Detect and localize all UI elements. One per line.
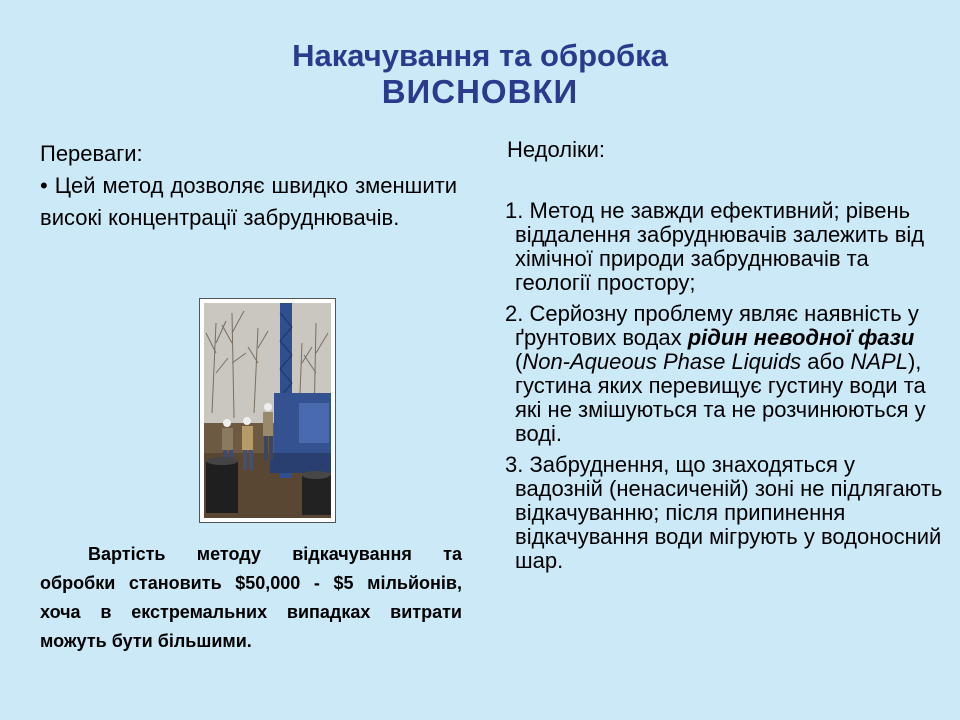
advantages-item-text: Цей метод дозволяє швидко зменшити високі концентрації забруднювачів. [40, 173, 457, 230]
bullet-icon: • [40, 173, 48, 198]
disadvantage-item-3: 3. Забруднення, що знаходяться у вадозній (ненасиченій) зоні не підлягають відкачуванню; після припинення відкачування води мігрують у водоносний шар. [505, 452, 943, 573]
disadvantages-list [505, 199, 945, 580]
item-2-text-c: ( [515, 349, 523, 374]
drilling-site-illustration [204, 303, 331, 518]
item-2-emphasis: рідин неводної фази [687, 325, 915, 350]
item-2-abbrev: NAPL [850, 349, 908, 374]
drilling-rig-photo [199, 298, 336, 523]
item-2-text-g: ), густина яких перевищує густину води та які не змішуються та не розчинюються у воді. [515, 349, 926, 446]
cost-note: Вартість методу відкачування та обробки становить $50,000 - $5 мільйонів, хоча в екстремальних випадках витрати можуть бути більшими. [40, 544, 462, 651]
disadvantage-item-1: 1. Метод не завжди ефективний; рівень віддалення забруднювачів залежить від хімічної природи забруднювачів та геології простору; [505, 198, 925, 295]
title-line-1: Накачування та обробка [292, 38, 668, 73]
slide-title [0, 38, 960, 110]
title-line-2: ВИСНОВКИ [381, 73, 579, 110]
advantages-item [40, 170, 457, 234]
disadvantage-item-2 [505, 302, 945, 446]
disadvantages-heading: Недоліки: [507, 137, 605, 162]
advantages-heading: Переваги: [40, 141, 143, 166]
item-2-text-e: або [801, 349, 851, 374]
item-2-term: Non-Aqueous Phase Liquids [522, 349, 802, 374]
item-2-text-a: 2. Серйозну проблему являє наявність у ґрунтових водах [505, 301, 919, 350]
